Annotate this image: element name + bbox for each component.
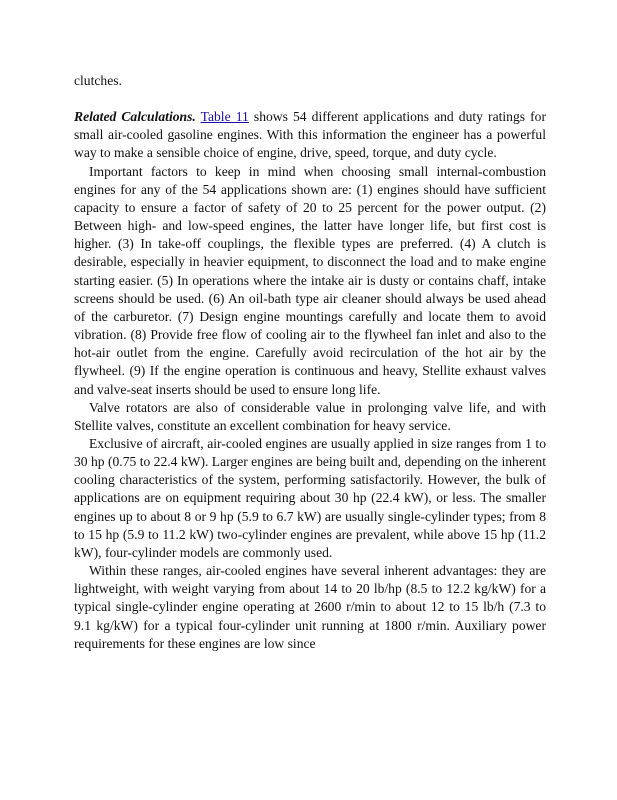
paragraph-size-ranges: Exclusive of aircraft, air-cooled engines are usually applied in size ranges from 1 to 30 hp (0.75 to 22.4 kW). Larger engines are being built and, depending on the inherent cooling characteristics of the system, performing satisfactorily. However, the bulk of applications are on equipment requiring about 30 hp (22.4 kW), or less. The smaller engines up to about 8 or 9 hp (5.9 to 6.7 kW) are usually single-cylinder types; from 8 to 15 hp (5.9 to 11.2 kW) two-cylinder engines are prevalent, while above 15 hp (11.2 kW), four-cylinder models are commonly used. (74, 435, 547, 560)
related-calculations-text: shows 54 different applications and duty ratings for small air-cooled gasoline engines. With this information the engineer has a powerful way to make a sensible choice of engine, drive, speed, torque, and duty cycle. (74, 109, 546, 161)
related-calculations-heading: Related Calculations. (74, 109, 196, 125)
paragraph-important-factors: Important factors to keep in mind when choosing small internal-combustion engines for any of the 54 applications shown are: (1) engines should have sufficient capacity to ensure a factor of safety of 20 to 25 percent for the power output. (2) Between high- and low-speed engines, the latter have longer life, but first cost is higher. (3) In take-off couplings, the flexible types are preferred. (4) A clutch is desirable, especially in heavier equipment, to disconnect the load and to make engine starting easier. (5) In operations where the intake air is dusty or contains chaff, intake screens should be used. (6) An oil-bath type air cleaner should always be used ahead of the carburetor. (7) Design engine mountings carefully and locate them to avoid vibration. (8) Provide free flow of cooling air to the flywheel fan inlet and also to the hot-air outlet from the engine. Carefully avoid recirculation of the hot air by the flywheel. (9) If the engine operation is continuous and heavy, Stellite exhaust valves and valve-seat inserts should be used to ensure long life. (74, 163, 546, 397)
paragraph-related-calculations (74, 108, 546, 162)
document-page (74, 72, 546, 653)
paragraph-clutches: clutches. (74, 73, 122, 88)
paragraph-advantages: Within these ranges, air-cooled engines have several inherent advantages: they are lightweight, with weight varying from about 14 to 20 lb/hp (8.5 to 12.2 kg/kW) for a typical single-cylinder engine operating at 2600 r/min to about 12 to 15 lb/h (7.3 to 9.1 kg/kW) for a typical four-cylinder unit running at 1800 r/min. Auxiliary power requirements for these engines are low since (74, 563, 546, 651)
table-11-link[interactable]: Table 11 (200, 109, 249, 125)
paragraph-valve-rotators: Valve rotators are also of considerable value in prolonging valve life, and with Stellite valves, constitute an excellent combination for heavy service. (74, 399, 546, 433)
